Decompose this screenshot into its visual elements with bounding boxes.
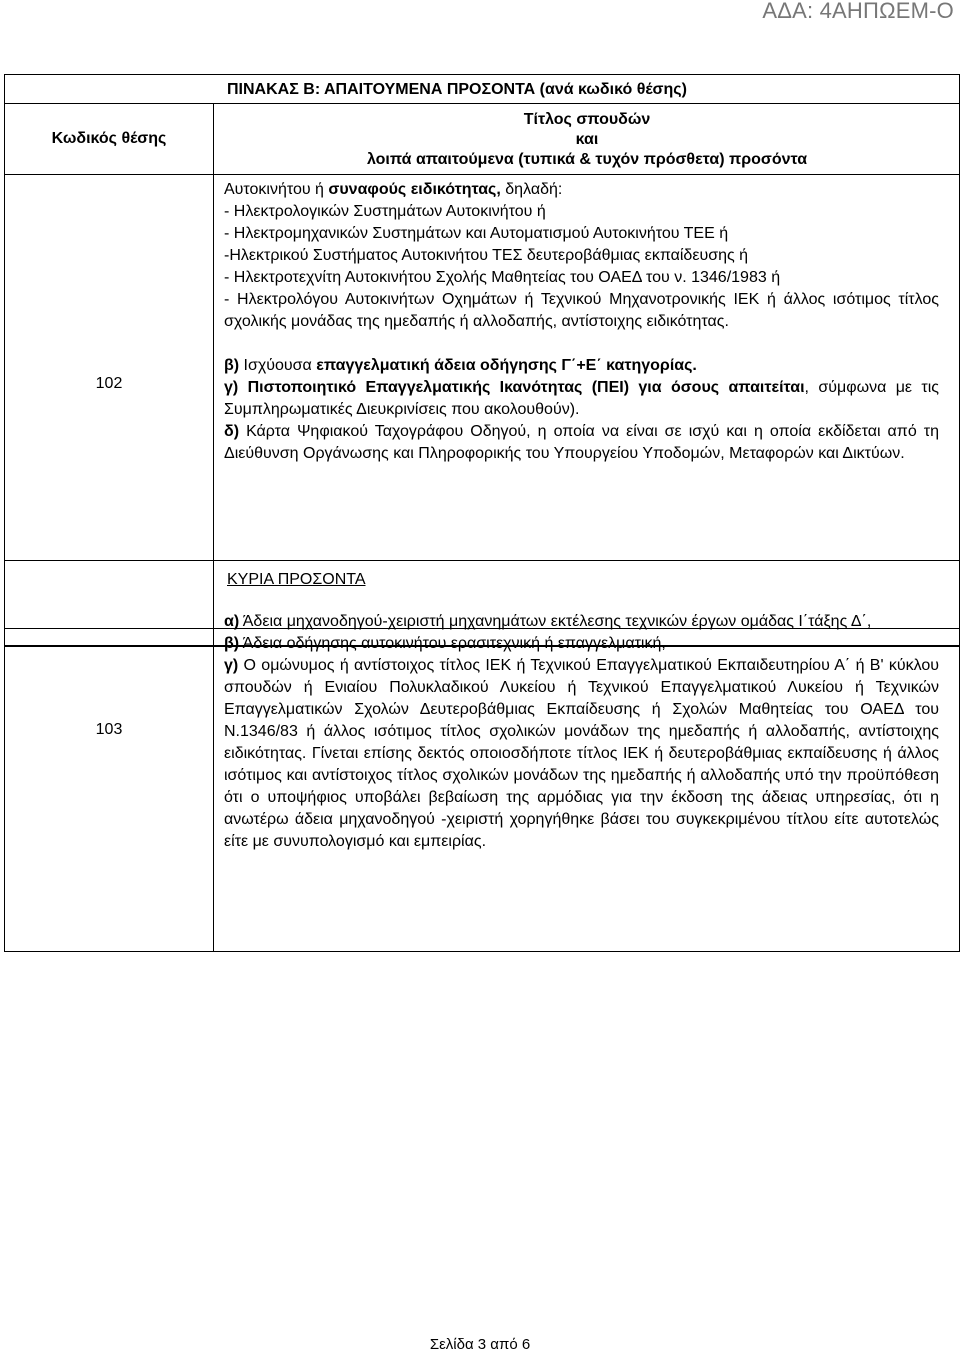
item-bold-g: γ) Πιστοποιητικό Επαγγελματικής Ικανότητας (ΠΕΙ) για όσους απαιτείται: [224, 379, 805, 396]
text-segment: Κάρτα Ψηφιακού Ταχογράφου Οδηγού, η οποία να είναι σε ισχύ και η οποία εκδίδεται από τη Διεύθυνση Οργάνωσης και Πληροφορικής του Υπουργείου Υποδομών, Μεταφορών και Δικτύων.: [224, 423, 939, 462]
item-label-g: γ): [224, 657, 239, 674]
ada-label: ΑΔΑ: 4ΑΗΠΩΕΜ-Ο: [762, 0, 954, 23]
item-label-b: β): [224, 357, 244, 374]
text-segment: , σύμφωνα με τις Συμπληρωματικές Διευκρινίσεις που ακολουθούν).: [224, 379, 940, 418]
list-item: - Ηλεκτρομηχανικών Συστημάτων και Αυτοματισμού Αυτοκινήτου ΤΕΕ ή: [224, 225, 729, 242]
col-header-qualifications: [215, 110, 959, 170]
code-cell: [5, 561, 214, 951]
list-item: -Ηλεκτρικού Συστήματος Αυτοκινήτου ΤΕΣ δευτεροβάθμιας εκπαίδευσης ή: [224, 247, 749, 264]
text-segment: Αυτοκινήτου ή: [224, 181, 329, 198]
table-header-row: [5, 104, 959, 175]
item-label-b: β): [224, 635, 240, 652]
col-header-line3: λοιπά απαιτούμενα (τυπικά & τυχόν πρόσθετα) προσόντα: [366, 151, 808, 168]
item-label-d: δ): [224, 423, 240, 440]
item-label-a: α): [224, 613, 240, 630]
table-row-103: [4, 560, 960, 952]
text-segment: Άδεια μηχανοδηγού-χειριστή μηχανημάτων εκτέλεσης τεχνικών έργων ομάδας Ι΄τάξης Δ΄,: [239, 613, 872, 630]
list-item: - Ηλεκτρολογικών Συστημάτων Αυτοκινήτου ή: [224, 203, 546, 220]
text-bold-segment: συναφούς ειδικότητας,: [328, 181, 501, 198]
position-code-102: 102: [95, 375, 123, 392]
qualifications-103: [224, 611, 939, 853]
table-title-row: [5, 75, 959, 104]
main-qualifications-heading: ΚΥΡΙΑ ΠΡΟΣΟΝΤΑ: [227, 571, 366, 588]
text-bold-segment: επαγγελματική άδεια οδήγησης Γ΄+Ε΄ κατηγορίας.: [316, 357, 697, 374]
table-title: ΠΙΝΑΚΑΣ Β: ΑΠΑΙΤΟΥΜΕΝΑ ΠΡΟΣΟΝΤΑ (ανά κωδικό θέσης): [227, 81, 687, 98]
col-header-line2: και: [575, 131, 599, 148]
col-header-line1: Τίτλος σπουδών: [523, 111, 651, 128]
list-item: - Ηλεκτροτεχνίτη Αυτοκινήτου Σχολής Μαθητείας του ΟΑΕΔ του ν. 1346/1983 ή: [224, 269, 781, 286]
page-number: Σελίδα 3 από 6: [429, 1336, 531, 1353]
text-segment: Ο ομώνυμος ή αντίστοιχος τίτλος ΙΕΚ ή Τεχνικού Επαγγελματικού Εκπαιδευτηρίου Α΄ ή Β' κύκλου σπουδών ή Ενιαίου Πολυκλαδικού Λυκείου ή Τεχνικού Επαγγελματικού Λυκείου ή Τεχνικών Επαγγελματικών Σχολών Δευτεροβάθμιας Εκπαίδευσης ή Σχολών Μαθητείας του ΟΑΕΔ του Ν.1346/83 ή άλλος ισότιμος τίτλος σχολικών μονάδων της ημεδαπής ή αλλοδαπής, αντίστοιχης ειδικότητας. Γίνεται επίσης δεκτός οποιοσδήποτε τίτλος ΙΕΚ ή δευτεροβάθμιας εκπαίδευσης ή άλλος ισότιμος και αντίστοιχος τίτλος σχολικών μονάδων της ημεδαπής ή αλλοδαπής υπό την προϋπόθεση ότι ο υποψήφιος υποβάλει βεβαίωση της αρμόδιας για την έκδοση της άδειας υπηρεσίας, ότι η ανωτέρω άδεια μηχανοδηγού -χειριστή χορηγήθηκε βάσει του συγκεκριμένου τίτλου είτε αυτοτελώς είτε με συνυπολογισμό και εμπειρίας.: [224, 657, 939, 850]
col-header-code: Κωδικός θέσης: [5, 104, 214, 174]
position-code-103: 103: [95, 721, 123, 738]
list-item: - Ηλεκτρολόγου Αυτοκινήτων Οχημάτων ή Τεχνικού Μηχανοτρονικής ΙΕΚ ή άλλος ισότιμος τίτλος σχολικής μονάδας της ημεδαπής ή αλλοδαπής, αντίστοιχης ειδικότητας.: [224, 291, 939, 330]
qualifications-102: [224, 179, 939, 465]
text-segment: δηλαδή:: [500, 181, 563, 198]
text-segment: Άδεια οδήγησης αυτοκινήτου ερασιτεχνική ή επαγγελματική,: [239, 635, 666, 652]
text-segment: Ισχύουσα: [243, 357, 317, 374]
